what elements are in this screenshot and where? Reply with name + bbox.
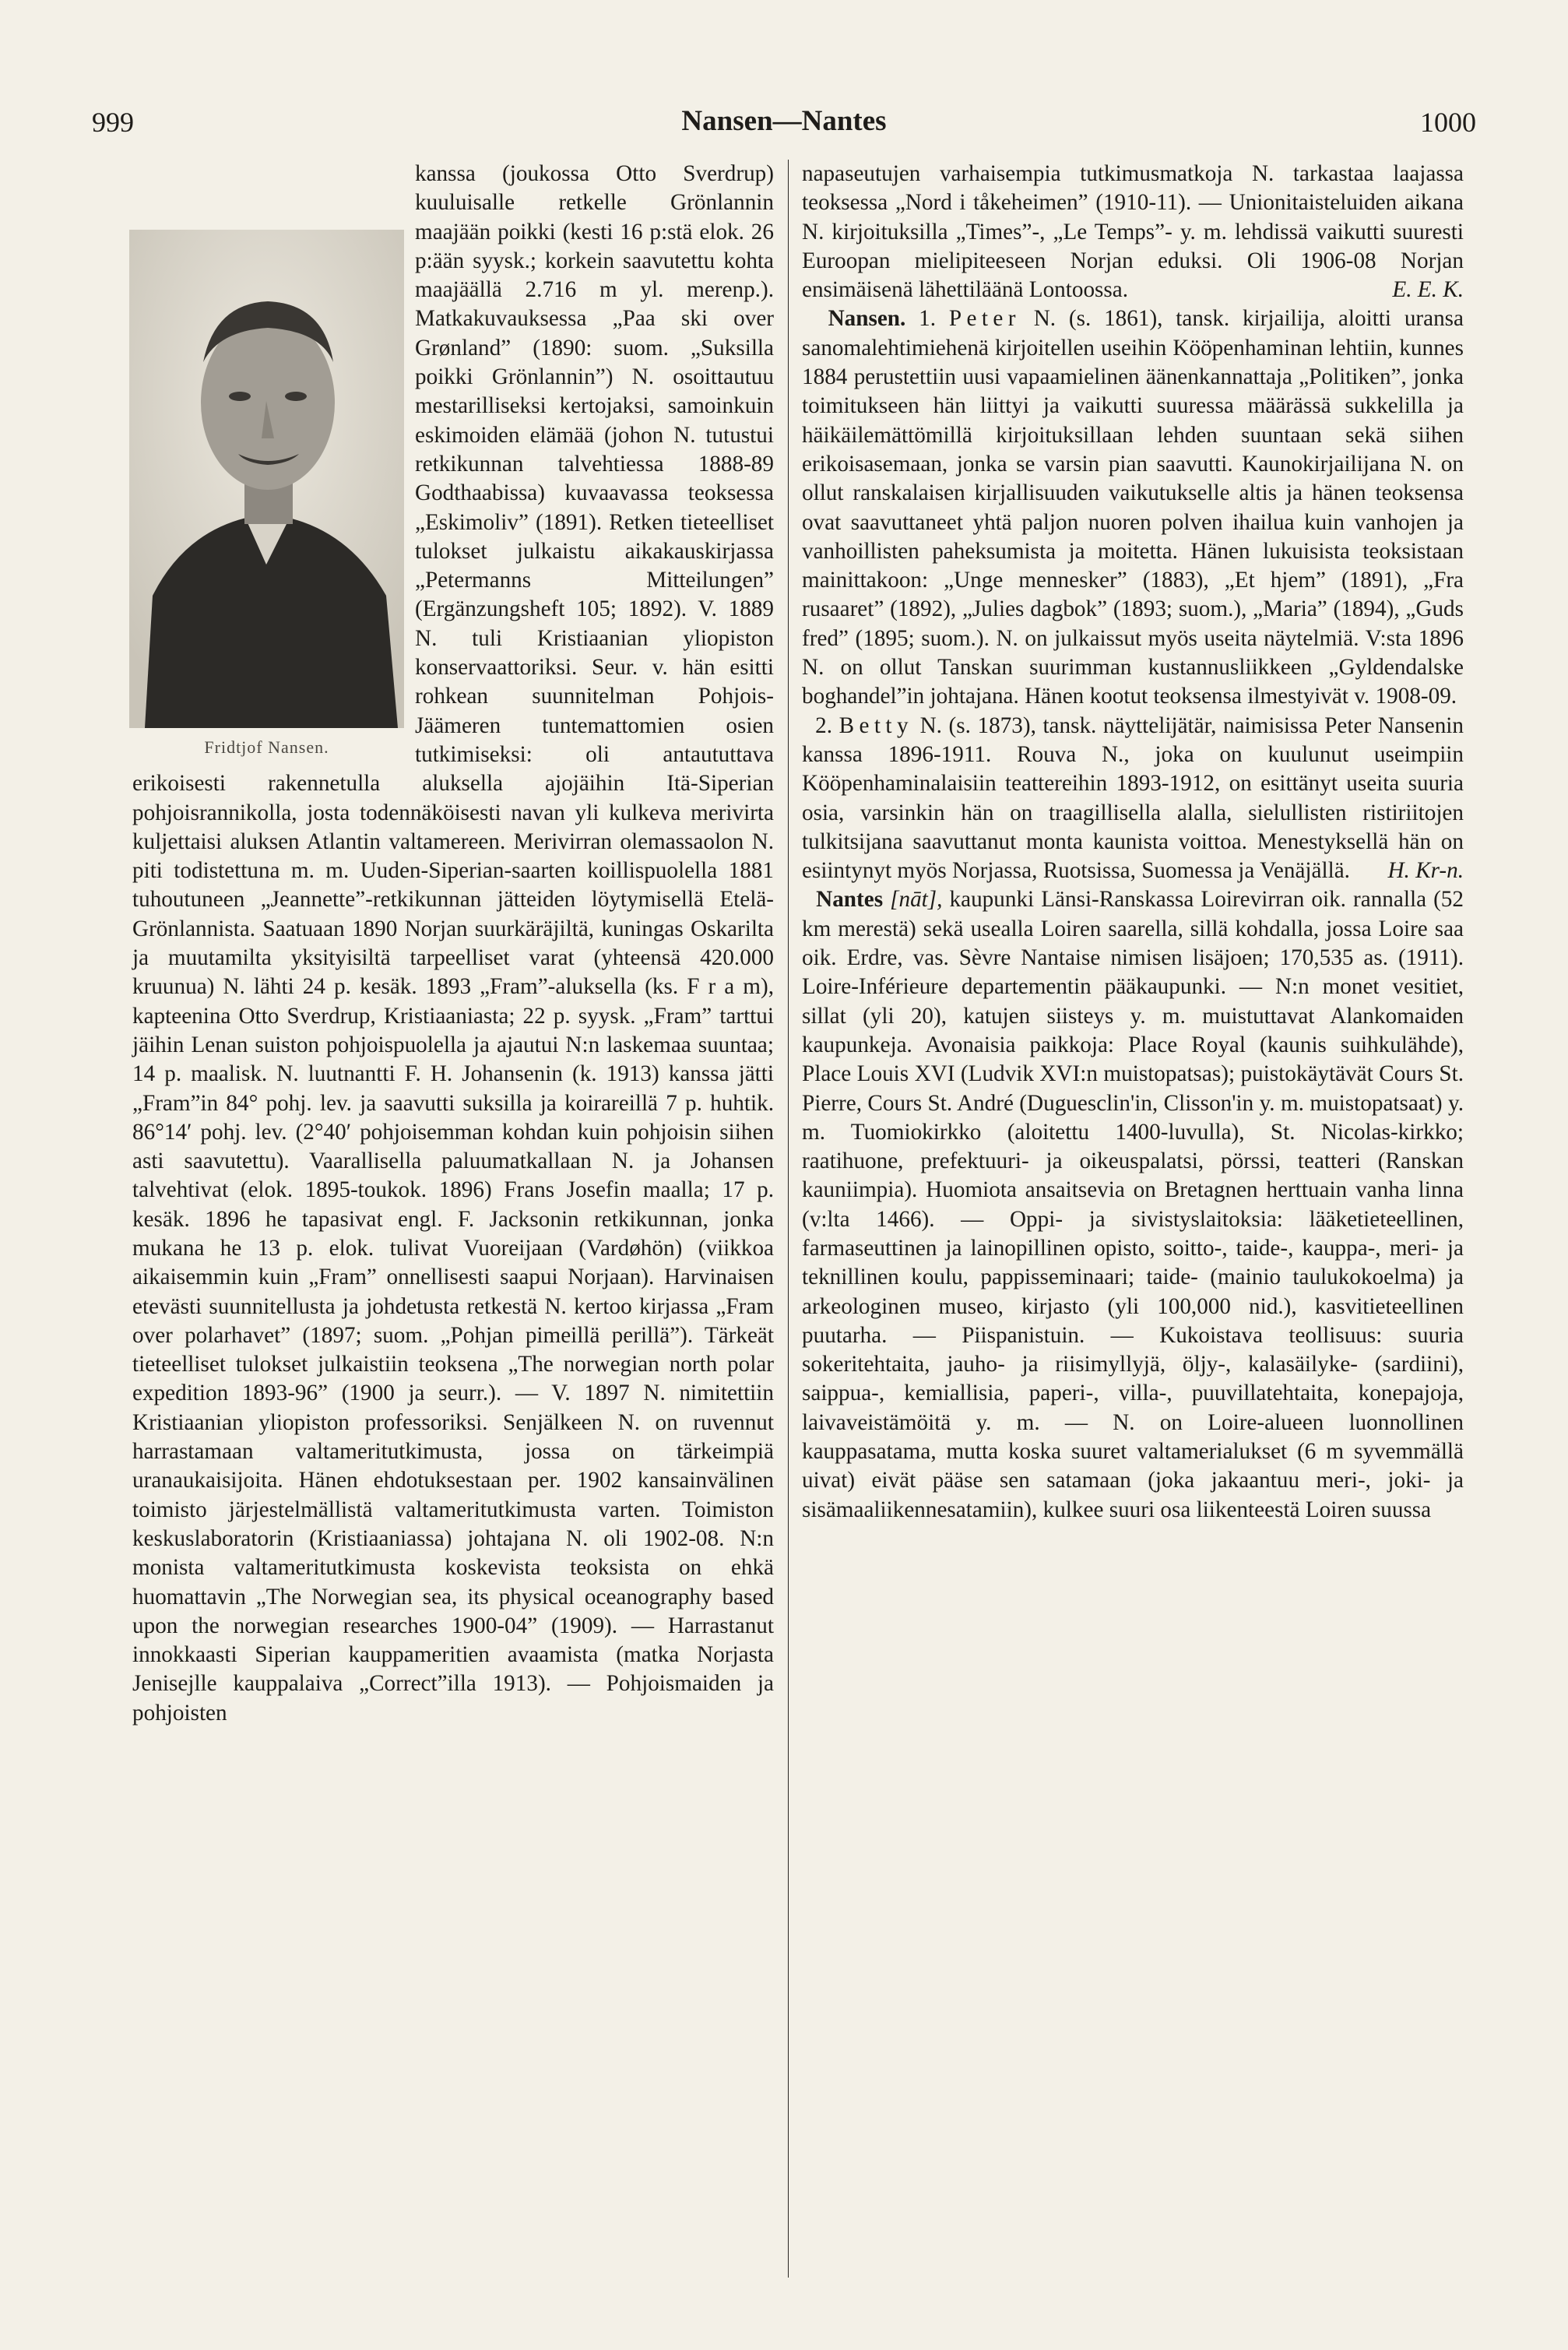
body-paragraph bbox=[802, 160, 1464, 304]
right-column bbox=[802, 160, 1464, 1525]
entry-text: kaupunki Länsi-Ranskassa Loirevirran oik. rannalla (52 km merestä) sekä usealla Loiren saarella, sillä kohdalla, jossa Loire saa oik. Erdre, vas. Sèvre Nantaise nimisen lisäjoen; 170,535 as. (1911). Loire-Inférieure departementin pääkaupunki. — N:n monet vesitiet, sillat (yli 20), katujen siisteys y. m. muistuttavat Alankomaiden kaupunkeja. Avonaisia paikkoja: Place Royal (kaunis suihkulähde), Place Louis XVI (Ludvik XVI:n muistopatsas); puistokäytävät Cours St. Pierre, Cours St. André (Duguesclin'in, Clisson'in y. m. muistopatsaat) y. m. Tuomiokirkko (aloitettu 1400-luvulla), St. Nicolas-kirkko; raatihuone, prefektuuri- ja oikeuspalatsi, pörssi, teatteri (Ranskan kauniimpia). Huomiota ansaitsevia on Bretagnen herttuain vanha linna (v:lta 1466). — Oppi- ja sivistyslaitoksia: lääketieteellinen, farmaseuttinen ja lainopillinen opisto, soitto-, taide-, kauppa-, meri- ja teknillinen koulu, pappisseminaari; taide- (mainio taulukokoelma) ja arkeologinen museo, kirjasto (yli 100,000 nid.), kasvitieteellinen puutarha. — Piispanistuin. — Kukoistava teollisuus: suuria sokeritehtaita, jauho- ja riisimyllyjä, öljy-, kalasäilyke- (sardiini), saippua-, kemiallisia, paperi-, villa-, puuvillatehtaita, konepajoja, laivaveistämöitä y. m. — N. on Loire-alueen luonnollinen kauppasatama, mutta koska suuret valtamerialukset (6 m syvemmällä uivat) eivät pääse sen satamaan (joka jakaantuu meri-, joki- ja sisämaaliikennesatamiin), kulkee suuri osa liikenteestä Loiren suussa bbox=[802, 887, 1464, 1522]
entry-nansen-peter bbox=[802, 304, 1464, 711]
entry-headword: Nantes bbox=[816, 887, 884, 913]
page-number-left: 999 bbox=[92, 107, 134, 138]
portrait-image bbox=[129, 230, 404, 728]
entry-nansen-betty bbox=[802, 712, 1464, 886]
entry-pronunciation: [nāt], bbox=[890, 887, 943, 913]
entry-headword: Nansen. bbox=[828, 306, 906, 332]
paragraph-text: napaseutujen varhaisempia tutkimusmatkoja N. tarkastaa laajassa teoksessa „Nord i tåkeheimen” (1910-11). — Unionitaisteluiden aikana N. kirjoituksilla „Times”-, „Le Temps”- y. m. lehdissä vaikutti suuresti Euroopan mielipiteeseen Norjan eduksi. Oli 1906-08 Norjan ensimäisenä lähettiläänä Lontoossa. bbox=[802, 161, 1464, 303]
entry-nantes bbox=[802, 885, 1464, 1525]
portrait-caption: Fridtjof Nansen. bbox=[204, 737, 329, 757]
entry-number: 2. bbox=[815, 712, 833, 738]
entry-name: Peter bbox=[948, 306, 1021, 332]
running-title: Nansen—Nantes bbox=[681, 105, 887, 137]
entry-number: 1. bbox=[919, 306, 937, 332]
portrait-figure bbox=[129, 230, 404, 762]
entry-name: Betty bbox=[838, 712, 913, 738]
author-signature: H. Kr-n. bbox=[1387, 858, 1464, 884]
entry-text: N. (s. 1861), tansk. kirjailija, aloitti uransa sanomalehtimiehenä kirjoitellen useihin Kööpenhaminan lehtiin, kunnes 1884 perustettiin uusi vapaamielinen äänenkannattaja „Politiken”, jonka toimitukseen hän liittyi ja vaikutti suuressa määrässä sukkelilla ja häikäilemättömillä kirjoituksillaan lehden suuntaan sekä siihen erikoisasemaan, jonka se varsin pian saavutti. Kaunokirjailijana N. on ollut ranskalaisen kirjallisuuden vaikutukselle altis ja hänen teoksensa ovat saavuttaneet yhtä paljon nuoren polven ihailua kuin vanhojen ja vanhoillisten paheksumista ja moitetta. Hänen lukuisista teoksistaan mainittakoon: „Unge mennesker” (1883), „Et hjem” (1891), „Fra rusaaret” (1892), „Julies dagbok” (1893; suom.), „Maria” (1894), „Guds fred” (1895; suom.). N. on julkaissut myös useita näytelmiä. V:sta 1896 N. on ollut Tanskan suurimman kustannusliikkeen „Gyldendalske boghandel”in johtajana. Hänen kootut teoksensa ilmestyivät v. 1908-09. bbox=[802, 306, 1464, 709]
author-signature: E. E. K. bbox=[1392, 277, 1464, 303]
page-number-right: 1000 bbox=[1420, 107, 1476, 138]
left-column bbox=[132, 160, 774, 1728]
page-header bbox=[92, 100, 1476, 146]
body-paragraph: kanssa (joukossa Otto Sverdrup) kuuluisalle retkelle Grönlannin maajään poikki (kesti 16 p:stä elok. 26 p:ään syysk.; korkein saavutettu kohta maajäällä 2.716 m yl. merenp.). Matkakuvauksessa „Paa ski over Grønland” (1890: suom. „Suksilla poikki Grönlannin”) N. osoittautuu mestarilliseksi kertojaksi, samoinkuin eskimoiden elämää (johon N. tutustui retkikunnan talvehtiessa 1888-89 Godthaabissa) kuvaavassa teoksessa „Eskimoliv” (1891). Retken tieteelliset tulokset julkaistu aikakauskirjassa „Petermanns Mitteilungen” (Ergänzungsheft 105; 1892). V. 1889 N. tuli Kristiaanian yliopiston konservaattoriksi. Seur. v. hän esitti rohkean suunnitelman Pohjois-Jäämeren tuntemattomien osien tutkimiseksi: oli antaututtava erikoisesti rakennetulla aluksella ajojäihin Itä-Siperian pohjoisrannikolla, josta todennäköisesti navan yli kulkeva merivirta kuljettaisi aluksen Atlantin valtamereen. Merivirran olemassaolon N. piti todistettuna m. m. Uuden-Siperian-saarten koillispuolella 1881 tuhoutuneen „Jeannette”-retkikunnan jätteiden löytymisellä Etelä-Grönlannista. Saatuaan 1890 Norjan suurkäräjiltä, kuningas Oskarilta ja muutamilta yksityisiltä tarpeelliset varat (yhteensä 420.000 kruunua) N. lähti 24 p. kesäk. 1893 „Fram”-aluksella (ks. F r a m), kapteenina Otto Sverdrup, Kristiaaniasta; 22 p. syysk. „Fram” tarttui jäihin Lenan suiston pohjoispuolella ja ajautui N:n laskemaa suuntaa; 14 p. maalisk. N. luutnantti F. H. Johansenin (k. 1913) kanssa jätti „Fram”in 84° pohj. lev. ja saavutti suksilla ja koirareillä 7 p. huhtik. 86°14′ pohj. lev. (2°40′ pohjoisemman kohdan kuin pohjoisin siihen asti saavutettu). Vaarallisella paluumatkallaan N. ja Johansen talvehtivat (elok. 1895-toukok. 1896) Frans Josefin maalla; 17 p. kesäk. 1896 he tapasivat engl. F. Jacksonin retkikunnan, jonka mukana he 13 p. elok. tulivat Vuoreijaan (Vardøhön) (viikkoa aikaisemmin kuin „Fram” onnellisesti saapui Norjaan). Harvinaisen etevästi suunnitellusta ja johdetusta retkestä N. kertoo kirjassa „Fram over polarhavet” (1897; suom. „Pohjan pimeillä perillä”). Tärkeät tieteelliset tulokset julkaistiin teoksena „The norwegian north polar expedition 1893-96” (1900 ja seurr.). — V. 1897 N. nimitettiin Kristiaanian yliopiston professoriksi. Senjälkeen N. on ruvennut harrastamaan valtameritutkimusta, jossa on tärkeimpiä uranaukaisijoita. Hänen ehdotuksestaan per. 1902 kansainvälinen toimisto järjestelmällistä valtameritutkimusta varten. Toimiston keskuslaboratorin (Kristiaaniassa) johtajana N. oli 1902-08. N:n monista valtameritutkimusta koskevista teoksista on ehkä huomattavin „The Norwegian sea, its physical oceanography based upon the norwegian researches 1900-04” (1909). — Harrastanut innokkaasti Siperian kauppameritien avaamista (matka Norjasta Jenisejlle kauppalaiva „Correct”illa 1913). — Pohjoismaiden ja pohjoisten bbox=[132, 161, 774, 1726]
entry-text: N. (s. 1873), tansk. näyttelijätär, naimisissa Peter Nansenin kanssa 1896-1911. Rouva N., joka on kuulunut useimpiin Kööpenhaminalaisiin teattereihin 1893-1912, on esittänyt useita suuria osia, varsinkin hän on traagillisella alalla, sielullisten ristiriitojen tulkitsijana saavuttanut monta kaunista voittoa. Menestyksellä hän on esiintynyt myös Norjassa, Ruotsissa, Suomessa ja Venäjällä. bbox=[802, 712, 1464, 884]
column-divider bbox=[788, 160, 789, 2278]
